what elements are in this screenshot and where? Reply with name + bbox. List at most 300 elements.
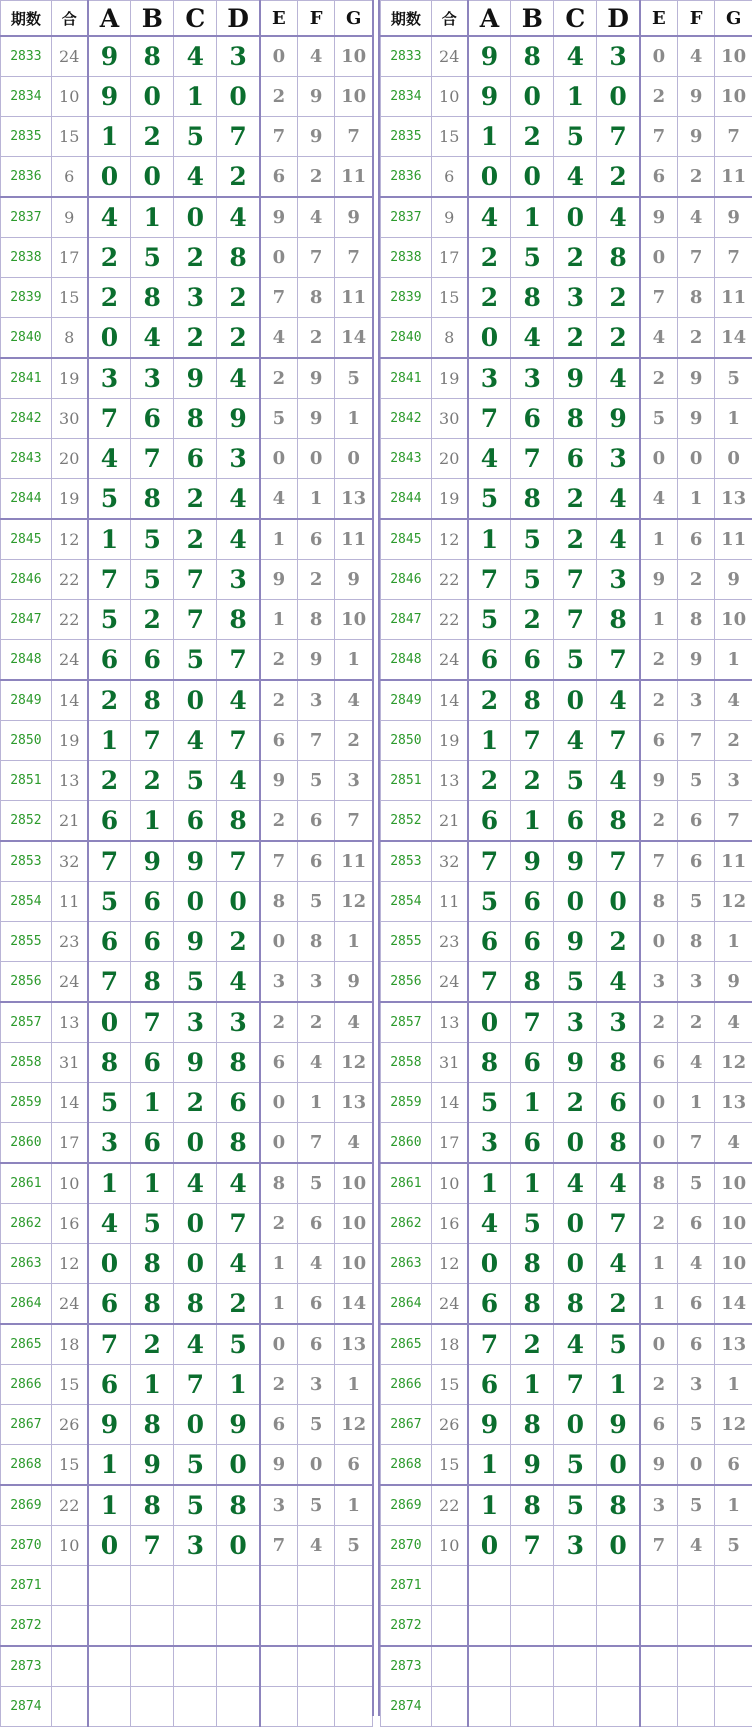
sum-cell: 11 xyxy=(431,882,467,922)
sum-cell: 11 xyxy=(51,882,87,922)
sum-cell: 24 xyxy=(51,1284,87,1325)
digit-a-cell: 8 xyxy=(468,1043,511,1083)
sum-cell: 14 xyxy=(431,680,467,721)
digit-b-cell: 2 xyxy=(131,761,174,801)
digit-c-cell: 4 xyxy=(174,36,217,77)
digit-b-cell: 3 xyxy=(131,358,174,399)
sum-cell: 12 xyxy=(431,519,467,560)
digit-d-cell: 8 xyxy=(217,600,260,640)
period-cell: 2839 xyxy=(381,278,432,318)
period-cell: 2840 xyxy=(1,318,52,359)
digit-b-cell: 2 xyxy=(131,1324,174,1365)
value-f-cell: 9 xyxy=(677,117,715,157)
period-cell: 2870 xyxy=(381,1526,432,1566)
value-e-cell: 2 xyxy=(260,640,298,681)
period-cell: 2855 xyxy=(1,922,52,962)
table-row xyxy=(381,519,752,560)
sum-cell: 31 xyxy=(431,1043,467,1083)
value-e-cell: 1 xyxy=(640,1284,678,1325)
value-g-cell: 11 xyxy=(715,519,752,560)
table-row xyxy=(1,1365,373,1405)
digit-a-cell: 7 xyxy=(88,1324,131,1365)
sum-cell: 15 xyxy=(51,1365,87,1405)
digit-b-cell: 8 xyxy=(131,1244,174,1284)
period-cell: 2856 xyxy=(381,962,432,1003)
digit-b-cell: 5 xyxy=(511,560,554,600)
table-row xyxy=(1,479,373,520)
digit-b-cell: 5 xyxy=(131,560,174,600)
value-g-cell: 3 xyxy=(715,761,752,801)
value-f-cell: 6 xyxy=(677,1204,715,1244)
digit-d-cell: 4 xyxy=(217,358,260,399)
digit-d-cell: 2 xyxy=(217,922,260,962)
digit-a-cell: 7 xyxy=(468,962,511,1003)
digit-b-cell: 4 xyxy=(131,318,174,359)
value-g-cell: 1 xyxy=(715,399,752,439)
value-f-cell: 4 xyxy=(297,1043,335,1083)
digit-a-cell: 5 xyxy=(88,479,131,520)
digit-c-cell: 2 xyxy=(554,238,597,278)
digit-c-cell: 5 xyxy=(554,761,597,801)
sum-cell: 19 xyxy=(431,358,467,399)
digit-b-cell: 1 xyxy=(511,1365,554,1405)
digit-a-cell: 5 xyxy=(468,479,511,520)
digit-b-cell: 6 xyxy=(131,882,174,922)
digit-d-cell: 8 xyxy=(217,1485,260,1526)
digit-c-cell: 0 xyxy=(174,1244,217,1284)
value-e-cell: 6 xyxy=(260,1405,298,1445)
digit-d-cell: 2 xyxy=(597,278,640,318)
sum-cell: 22 xyxy=(431,560,467,600)
value-e-cell: 0 xyxy=(260,238,298,278)
period-cell: 2845 xyxy=(381,519,432,560)
value-f-cell: 9 xyxy=(297,358,335,399)
digit-b-cell: 0 xyxy=(131,77,174,117)
digit-b-cell: 8 xyxy=(131,1485,174,1526)
digit-a-cell: 9 xyxy=(88,36,131,77)
value-e-cell: 2 xyxy=(640,77,678,117)
digit-c-cell: 5 xyxy=(174,1485,217,1526)
digit-d-cell: 3 xyxy=(597,36,640,77)
digit-d-cell: 5 xyxy=(597,1324,640,1365)
digit-c-cell: 0 xyxy=(554,1244,597,1284)
value-g-cell: 12 xyxy=(715,1405,752,1445)
sum-cell: 32 xyxy=(51,841,87,882)
digit-d-cell: 0 xyxy=(597,77,640,117)
digit-c-cell: 9 xyxy=(554,922,597,962)
value-g-cell: 2 xyxy=(335,721,373,761)
sum-cell: 8 xyxy=(51,318,87,359)
value-g-cell: 1 xyxy=(335,399,373,439)
sum-cell: 17 xyxy=(51,1123,87,1164)
period-cell: 2863 xyxy=(1,1244,52,1284)
value-g-cell: 9 xyxy=(715,962,752,1003)
table-row xyxy=(1,962,373,1003)
table-row xyxy=(381,1244,752,1284)
value-e-cell xyxy=(260,1687,298,1727)
value-e-cell: 4 xyxy=(260,318,298,359)
period-cell: 2852 xyxy=(1,801,52,842)
value-e-cell: 6 xyxy=(640,1405,678,1445)
table-row xyxy=(1,1043,373,1083)
digit-c-cell: 0 xyxy=(174,1123,217,1164)
value-e-cell: 2 xyxy=(260,1002,298,1043)
sum-cell: 15 xyxy=(51,117,87,157)
value-g-cell: 7 xyxy=(715,801,752,842)
digit-a-cell: 6 xyxy=(88,801,131,842)
sum-cell: 9 xyxy=(431,197,467,238)
header-row xyxy=(381,1,752,37)
digit-c-cell: 3 xyxy=(554,1526,597,1566)
value-f-cell: 0 xyxy=(297,439,335,479)
digit-b-cell: 5 xyxy=(131,238,174,278)
digit-b-cell: 8 xyxy=(131,36,174,77)
value-g-cell: 1 xyxy=(715,1365,752,1405)
value-f-cell: 7 xyxy=(677,238,715,278)
digit-b-cell: 9 xyxy=(131,841,174,882)
period-cell: 2869 xyxy=(1,1485,52,1526)
period-cell: 2868 xyxy=(1,1445,52,1486)
value-f-cell: 6 xyxy=(297,1324,335,1365)
digit-d-cell: 7 xyxy=(597,841,640,882)
digit-a-cell: 5 xyxy=(88,1083,131,1123)
value-e-cell: 4 xyxy=(640,318,678,359)
value-g-cell: 3 xyxy=(335,761,373,801)
digit-b-cell: 8 xyxy=(511,278,554,318)
value-f-cell: 6 xyxy=(297,519,335,560)
digit-c-cell: 4 xyxy=(554,157,597,198)
digit-d-cell: 3 xyxy=(217,1002,260,1043)
digit-b-cell: 1 xyxy=(131,1083,174,1123)
sum-cell: 31 xyxy=(51,1043,87,1083)
value-e-cell: 6 xyxy=(260,1043,298,1083)
table-row xyxy=(1,1485,373,1526)
digit-b-cell: 9 xyxy=(511,841,554,882)
digit-a-cell: 0 xyxy=(88,157,131,198)
table-row xyxy=(381,439,752,479)
value-e-cell: 8 xyxy=(260,1163,298,1204)
digit-b-cell: 6 xyxy=(511,399,554,439)
value-e-cell: 0 xyxy=(640,1324,678,1365)
digit-a-cell xyxy=(88,1687,131,1727)
value-e-cell: 6 xyxy=(260,157,298,198)
value-g-cell: 12 xyxy=(715,1043,752,1083)
value-e-cell: 0 xyxy=(640,1083,678,1123)
value-e-cell: 9 xyxy=(260,197,298,238)
sum-cell: 24 xyxy=(51,36,87,77)
digit-b-cell: 8 xyxy=(131,278,174,318)
period-cell: 2852 xyxy=(381,801,432,842)
table-row xyxy=(381,1485,752,1526)
digit-a-cell: 0 xyxy=(468,1002,511,1043)
table-row xyxy=(1,117,373,157)
value-f-cell: 8 xyxy=(297,278,335,318)
value-e-cell xyxy=(640,1566,678,1606)
value-f-cell: 5 xyxy=(677,1485,715,1526)
digit-c-cell: 6 xyxy=(174,439,217,479)
header-period: 期数 xyxy=(381,1,432,37)
header-g: G xyxy=(335,1,373,37)
sum-cell xyxy=(431,1606,467,1647)
sum-cell: 21 xyxy=(51,801,87,842)
value-e-cell: 7 xyxy=(260,278,298,318)
digit-d-cell: 0 xyxy=(597,882,640,922)
lottery-table-right xyxy=(380,0,752,1727)
value-g-cell: 12 xyxy=(335,882,373,922)
value-f-cell: 4 xyxy=(677,1244,715,1284)
table-row xyxy=(381,36,752,77)
digit-c-cell: 6 xyxy=(554,439,597,479)
period-cell: 2864 xyxy=(1,1284,52,1325)
period-cell: 2860 xyxy=(381,1123,432,1164)
value-f-cell: 3 xyxy=(297,680,335,721)
digit-c-cell: 4 xyxy=(554,36,597,77)
value-g-cell: 9 xyxy=(715,197,752,238)
digit-b-cell: 6 xyxy=(511,882,554,922)
period-cell: 2867 xyxy=(1,1405,52,1445)
digit-a-cell: 5 xyxy=(468,882,511,922)
value-g-cell: 4 xyxy=(715,680,752,721)
digit-d-cell: 8 xyxy=(597,600,640,640)
digit-b-cell: 8 xyxy=(131,479,174,520)
digit-b-cell: 8 xyxy=(511,1244,554,1284)
period-cell: 2857 xyxy=(1,1002,52,1043)
digit-c-cell: 0 xyxy=(554,1204,597,1244)
digit-c-cell: 6 xyxy=(554,801,597,842)
period-cell: 2864 xyxy=(381,1284,432,1325)
digit-d-cell: 4 xyxy=(597,1244,640,1284)
value-f-cell: 6 xyxy=(297,801,335,842)
digit-d-cell: 2 xyxy=(217,1284,260,1325)
value-f-cell xyxy=(297,1566,335,1606)
digit-c-cell: 5 xyxy=(554,962,597,1003)
value-g-cell: 12 xyxy=(335,1043,373,1083)
digit-c-cell xyxy=(554,1687,597,1727)
table-row xyxy=(1,519,373,560)
sum-cell: 23 xyxy=(431,922,467,962)
value-g-cell: 11 xyxy=(335,519,373,560)
sum-cell: 13 xyxy=(51,761,87,801)
value-g-cell: 13 xyxy=(335,1324,373,1365)
value-f-cell: 4 xyxy=(297,1244,335,1284)
digit-a-cell xyxy=(468,1646,511,1687)
digit-c-cell: 9 xyxy=(554,1043,597,1083)
digit-c-cell: 0 xyxy=(174,1405,217,1445)
digit-b-cell: 3 xyxy=(511,358,554,399)
value-f-cell: 3 xyxy=(677,680,715,721)
value-e-cell: 9 xyxy=(260,761,298,801)
table-row xyxy=(1,1244,373,1284)
value-e-cell xyxy=(260,1606,298,1647)
digit-d-cell: 0 xyxy=(217,1526,260,1566)
table-row xyxy=(381,1163,752,1204)
digit-d-cell: 2 xyxy=(597,318,640,359)
digit-c-cell: 3 xyxy=(554,1002,597,1043)
table-row xyxy=(381,1083,752,1123)
value-f-cell: 7 xyxy=(297,1123,335,1164)
value-f-cell: 7 xyxy=(677,721,715,761)
digit-c-cell: 7 xyxy=(174,600,217,640)
value-f-cell: 9 xyxy=(297,399,335,439)
value-e-cell: 7 xyxy=(640,117,678,157)
table-row xyxy=(1,77,373,117)
value-e-cell: 0 xyxy=(640,36,678,77)
table-row xyxy=(1,922,373,962)
digit-a-cell: 9 xyxy=(468,1405,511,1445)
digit-b-cell: 7 xyxy=(511,439,554,479)
table-row xyxy=(1,1566,373,1606)
digit-c-cell: 2 xyxy=(174,318,217,359)
digit-b-cell xyxy=(511,1687,554,1727)
value-f-cell: 2 xyxy=(677,1002,715,1043)
value-e-cell: 6 xyxy=(260,721,298,761)
digit-c-cell: 0 xyxy=(174,680,217,721)
sum-cell: 32 xyxy=(431,841,467,882)
sum-cell: 26 xyxy=(431,1405,467,1445)
digit-a-cell: 9 xyxy=(468,77,511,117)
value-f-cell: 2 xyxy=(297,560,335,600)
period-cell: 2861 xyxy=(381,1163,432,1204)
digit-b-cell: 2 xyxy=(511,761,554,801)
digit-d-cell: 4 xyxy=(597,358,640,399)
digit-c-cell: 0 xyxy=(554,1123,597,1164)
digit-c-cell: 4 xyxy=(174,1163,217,1204)
digit-c-cell: 3 xyxy=(174,1002,217,1043)
digit-a-cell xyxy=(468,1687,511,1727)
digit-c-cell xyxy=(554,1646,597,1687)
value-f-cell: 9 xyxy=(677,399,715,439)
period-cell: 2838 xyxy=(1,238,52,278)
digit-a-cell: 2 xyxy=(468,278,511,318)
value-g-cell: 10 xyxy=(715,1244,752,1284)
period-cell: 2860 xyxy=(1,1123,52,1164)
digit-c-cell xyxy=(174,1606,217,1647)
digit-a-cell: 7 xyxy=(468,399,511,439)
value-e-cell: 2 xyxy=(640,1365,678,1405)
value-f-cell: 1 xyxy=(297,1083,335,1123)
digit-b-cell: 6 xyxy=(131,640,174,681)
digit-d-cell: 2 xyxy=(597,922,640,962)
digit-c-cell: 2 xyxy=(174,479,217,520)
lottery-table-left xyxy=(0,0,373,1727)
sum-cell xyxy=(431,1566,467,1606)
sum-cell: 17 xyxy=(431,1123,467,1164)
value-g-cell: 1 xyxy=(335,640,373,681)
digit-c-cell: 9 xyxy=(174,922,217,962)
table-row xyxy=(381,77,752,117)
digit-a-cell: 6 xyxy=(468,801,511,842)
sum-cell: 9 xyxy=(51,197,87,238)
table-row xyxy=(381,1284,752,1325)
table-row xyxy=(381,238,752,278)
table-row xyxy=(1,358,373,399)
value-f-cell xyxy=(677,1606,715,1647)
digit-c-cell: 5 xyxy=(554,640,597,681)
period-cell: 2848 xyxy=(381,640,432,681)
digit-c-cell: 7 xyxy=(554,600,597,640)
value-e-cell: 0 xyxy=(260,1083,298,1123)
digit-b-cell: 0 xyxy=(131,157,174,198)
digit-c-cell xyxy=(554,1566,597,1606)
digit-c-cell: 4 xyxy=(174,721,217,761)
header-d: D xyxy=(217,1,260,37)
value-f-cell: 4 xyxy=(297,1526,335,1566)
digit-b-cell: 7 xyxy=(131,439,174,479)
table-row xyxy=(1,600,373,640)
digit-a-cell: 1 xyxy=(468,519,511,560)
digit-d-cell: 4 xyxy=(217,197,260,238)
period-cell: 2842 xyxy=(1,399,52,439)
value-f-cell: 6 xyxy=(297,1204,335,1244)
value-g-cell: 13 xyxy=(715,479,752,520)
digit-d-cell: 7 xyxy=(217,721,260,761)
digit-b-cell: 8 xyxy=(511,962,554,1003)
value-f-cell: 9 xyxy=(677,77,715,117)
digit-b-cell: 5 xyxy=(511,1204,554,1244)
value-e-cell: 7 xyxy=(640,1526,678,1566)
digit-d-cell: 2 xyxy=(597,157,640,198)
table-row xyxy=(381,882,752,922)
sum-cell: 21 xyxy=(431,801,467,842)
value-g-cell: 7 xyxy=(335,117,373,157)
value-g-cell: 10 xyxy=(715,36,752,77)
digit-c-cell: 7 xyxy=(174,1365,217,1405)
digit-a-cell: 1 xyxy=(468,1485,511,1526)
digit-a-cell: 5 xyxy=(88,882,131,922)
value-f-cell: 8 xyxy=(677,922,715,962)
digit-b-cell: 6 xyxy=(131,399,174,439)
table-row xyxy=(381,1405,752,1445)
value-e-cell: 1 xyxy=(260,1244,298,1284)
digit-d-cell xyxy=(217,1606,260,1647)
digit-c-cell: 9 xyxy=(174,358,217,399)
table-row xyxy=(381,922,752,962)
digit-a-cell: 4 xyxy=(468,197,511,238)
digit-a-cell: 6 xyxy=(468,1365,511,1405)
period-cell: 2838 xyxy=(381,238,432,278)
value-f-cell: 2 xyxy=(677,560,715,600)
digit-c-cell: 4 xyxy=(174,157,217,198)
table-row xyxy=(1,1526,373,1566)
value-e-cell: 2 xyxy=(640,1204,678,1244)
digit-b-cell: 8 xyxy=(131,962,174,1003)
digit-c-cell: 5 xyxy=(554,117,597,157)
table-row xyxy=(1,1405,373,1445)
sum-cell: 15 xyxy=(51,278,87,318)
digit-d-cell: 3 xyxy=(597,1002,640,1043)
sum-cell: 22 xyxy=(51,1485,87,1526)
period-cell: 2834 xyxy=(381,77,432,117)
digit-b-cell: 1 xyxy=(511,1163,554,1204)
period-cell: 2843 xyxy=(381,439,432,479)
digit-a-cell: 1 xyxy=(468,1163,511,1204)
value-f-cell: 8 xyxy=(297,922,335,962)
value-f-cell xyxy=(297,1646,335,1687)
sum-cell: 24 xyxy=(51,640,87,681)
period-cell: 2845 xyxy=(1,519,52,560)
digit-d-cell: 8 xyxy=(217,1123,260,1164)
sum-cell: 6 xyxy=(431,157,467,198)
value-g-cell: 4 xyxy=(715,1002,752,1043)
sum-cell: 17 xyxy=(431,238,467,278)
period-cell: 2844 xyxy=(1,479,52,520)
sum-cell: 30 xyxy=(431,399,467,439)
digit-c-cell: 9 xyxy=(174,841,217,882)
value-g-cell: 1 xyxy=(335,1485,373,1526)
value-f-cell: 2 xyxy=(677,157,715,198)
sum-cell: 24 xyxy=(431,962,467,1003)
value-g-cell: 11 xyxy=(335,278,373,318)
